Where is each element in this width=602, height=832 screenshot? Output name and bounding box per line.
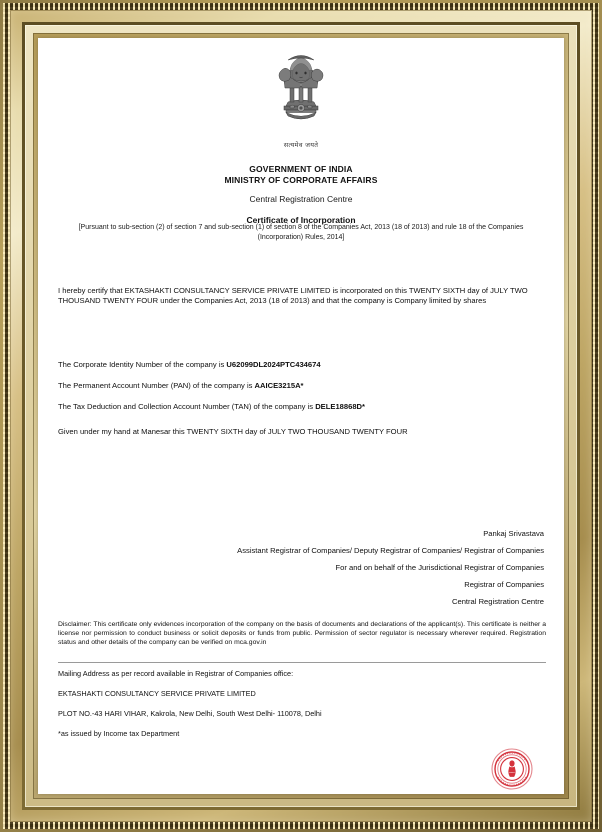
signatory-centre: Central Registration Centre (451, 597, 544, 606)
ashoka-lion-capital-icon (270, 46, 332, 134)
tan-line (58, 402, 538, 411)
signatory-on-behalf: For and on behalf of the Jurisdictional Registrar of Companies (335, 563, 544, 572)
disclaimer-divider (58, 662, 546, 663)
cin-line (58, 360, 538, 369)
registration-centre-label: Central Registration Centre (249, 194, 353, 204)
pursuant-statement: [Pursuant to sub-section (2) of section 7 and sub-section (1) of section 8 of the Companies Act, 2013 (18 of 2013) and rule 18 of the Companies (Incorporation) Rules, 2014] (78, 224, 524, 241)
emblem-motto-text: सत्यमेव जयते (283, 141, 319, 149)
national-emblem-block (38, 46, 564, 149)
tan-label: The Tax Deduction and Collection Account Number (TAN) of the company is (58, 402, 316, 411)
signature-block (74, 525, 544, 610)
government-of-india-label: GOVERNMENT OF INDIA (249, 164, 353, 174)
given-under-hand-line: Given under my hand at Manesar this TWENTY SIXTH day of JULY TWO THOUSAND TWENTY FOUR (58, 427, 408, 436)
signatory-designation: Assistant Registrar of Companies/ Deputy Registrar of Companies/ Registrar of Companies (237, 546, 544, 555)
signatory-authority: Registrar of Companies (464, 580, 544, 589)
pan-label: The Permanent Account Number (PAN) of the company is (58, 381, 255, 390)
red-official-seal-icon (491, 748, 533, 790)
mailing-address-company: EKTASHAKTI CONSULTANCY SERVICE PRIVATE LIMITED (58, 689, 256, 698)
certificate-header (38, 164, 564, 225)
certification-paragraph: I hereby certify that EKTASHAKTI CONSULTANCY SERVICE PRIVATE LIMITED is incorporated on this TWENTY SIXTH day of JULY TWO THOUSAND TWENTY FOUR under the Companies Act, 2013 (18 of 2013) and that the company is Company limited by shares (58, 286, 528, 305)
certificate-title: Certificate of Incorporation (246, 215, 356, 225)
disclaimer-text: Disclaimer: This certificate only evidences incorporation of the company on the basis of documents and declarations of the applicant(s). This certificate is neither a license nor permission to conduct business or solicit deposits or funds from public. Permission of sector regulator is necessary wherever required. Registration status and other details of the company can be verified on mca.gov.in (58, 621, 546, 647)
pan-line (58, 381, 538, 390)
cin-label: The Corporate Identity Number of the company is (58, 360, 227, 369)
certificate-content (38, 38, 564, 794)
signatory-name: Pankaj Srivastava (483, 529, 544, 538)
certificate-paper (38, 38, 564, 794)
cin-value: U62099DL2024PTC434674 (226, 360, 321, 369)
pan-value: AAICE3215A* (254, 381, 304, 390)
income-tax-footnote: *as issued by Income tax Department (58, 729, 180, 738)
tan-value: DELE18868D* (315, 402, 365, 411)
mailing-address-street: PLOT NO.-43 HARI VIHAR, Kakrola, New Delhi, South West Delhi- 110078, Delhi (58, 709, 322, 718)
ministry-label: MINISTRY OF CORPORATE AFFAIRS (224, 174, 378, 185)
mailing-address-heading: Mailing Address as per record available in Registrar of Companies office: (58, 669, 294, 678)
